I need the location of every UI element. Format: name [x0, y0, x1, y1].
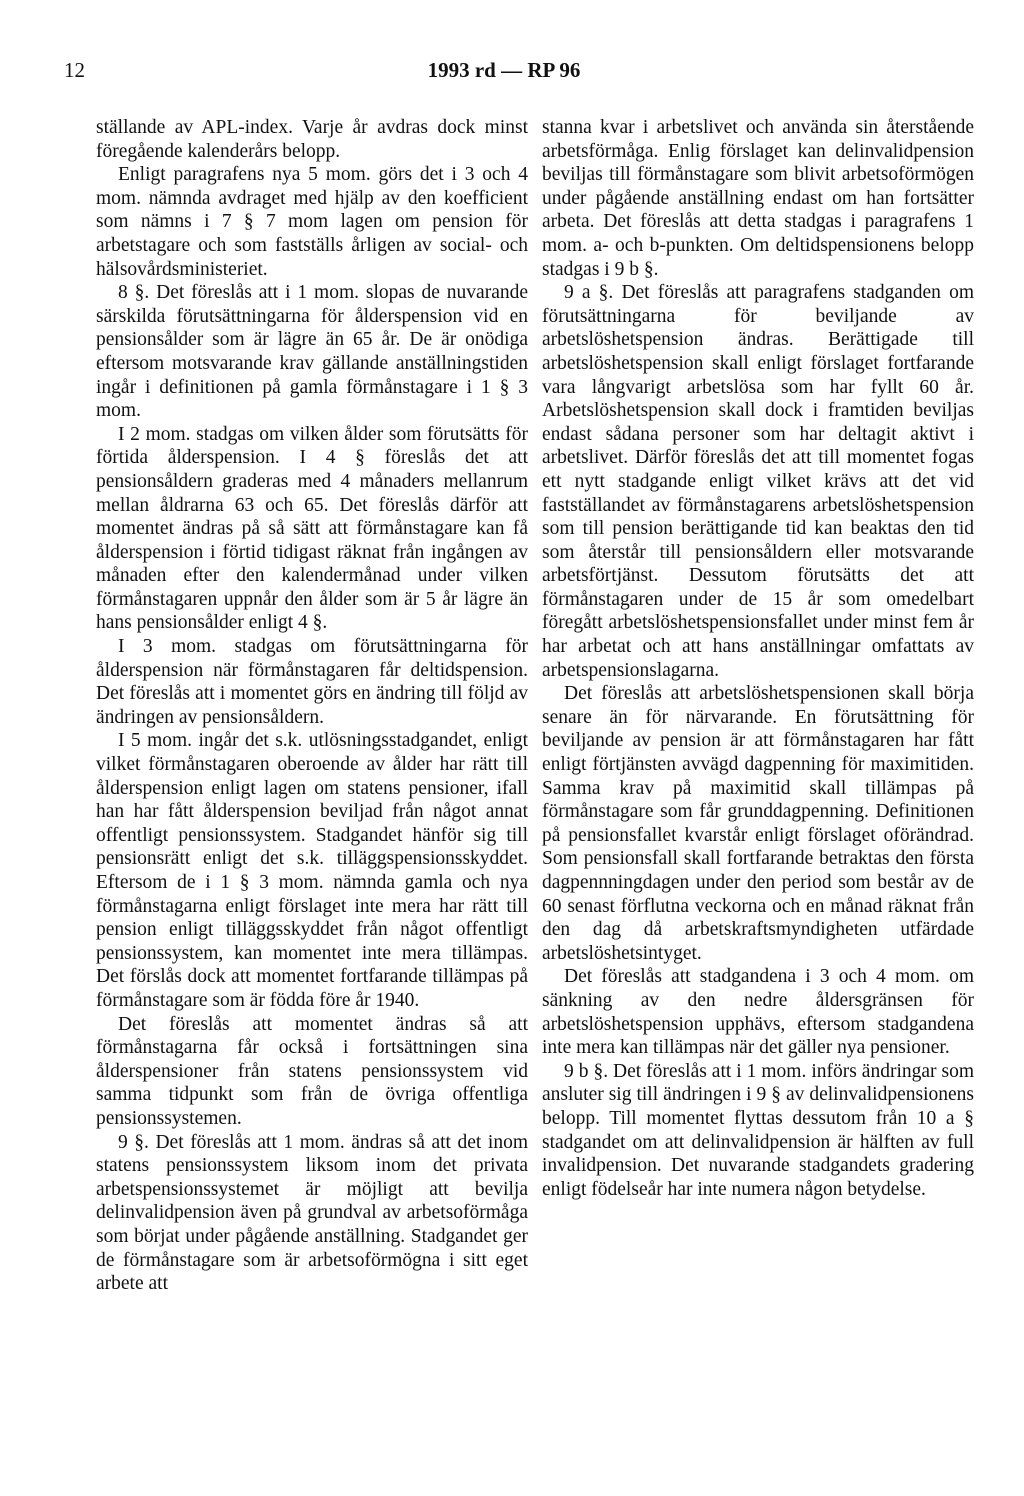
- paragraph: I 2 mom. stadgas om vilken ålder som förutsätts för förtida ålderspension. I 4 § föreslås det att pensionsåldern graderas med 4 månaders mellanrum mellan åldrarna 63 och 65. Det föreslås därför att momentet ändras på så sätt att förmånstagare kan få ålderspension i förtid tidigast räknat från ingången av månaden efter den kalendermånad under vilken förmånstagaren uppnår den ålder som är 5 år lägre än hans pensionsålder enligt 4 §.: [96, 423, 528, 634]
- paragraph: Det föreslås att arbetslöshetspensionen skall börja senare än för närvarande. En förutsättning för beviljande av pension är att förmånstagaren har fått enligt förtjänsten avvägd dagpenning för maximitiden. Samma krav på maximitid skall tillämpas på förmånstagare som får grunddagpenning. Definitionen på pensionsfallet kvarstår enligt förslaget oförändrad. Som pensionsfall skall fortfarande betraktas den första dagpennningdagen under den period som består av de 60 senast förflutna veckorna och en månad räknat från den dag då arbetskraftsmyndigheten utfärdade arbetslöshetsintyget.: [542, 683, 974, 964]
- paragraph: Det föreslås att stadgandena i 3 och 4 mom. om sänkning av den nedre åldersgränsen för arbetslöshetspension upphävs, eftersom stadgandena inte mera kan tillämpas när det gäller nya pensioner.: [542, 966, 974, 1059]
- paragraph: Enligt paragrafens nya 5 mom. görs det i 3 och 4 mom. nämnda avdraget med hjälp av den koefficient som nämns i 7 § 7 mom lagen om pension för arbetstagare och som fastställs årligen av social- och hälsovårdsministeriet.: [96, 164, 528, 280]
- paragraph: 8 §. Det föreslås att i 1 mom. slopas de nuvarande särskilda förutsättningarna för ålderspension vid en pensionsålder som är lägre än 65 år. De är onödiga eftersom motsvarande krav gällande anställningstiden ingår i definitionen på gamla förmånstagare i 1 § 3 mom.: [96, 282, 528, 422]
- paragraph: ställande av APL-index. Varje år avdras dock minst föregående kalenderårs belopp.: [96, 117, 528, 162]
- page-header: [64, 58, 944, 92]
- paragraph: 9 §. Det föreslås att 1 mom. ändras så att det inom statens pensionssystem liksom inom det privata arbetspensionssystemet är möjligt att bevilja delinvalidpension även på grundval av arbetsoförmåga som börjat under pågående anställning. Stadgandet ger de förmånstagare som är arbetsoförmögna i sitt eget arbete att: [96, 1131, 528, 1295]
- paragraph: Det föreslås att momentet ändras så att förmånstagarna får också i fortsättningen sina ålderspensioner från statens pensionssystem vid samma tidpunkt som från de övriga offentliga pensionssystemen.: [96, 1013, 528, 1129]
- running-head: 1993 rd — RP 96: [427, 58, 581, 82]
- right-column: [542, 116, 974, 1201]
- paragraph: 9 b §. Det föreslås att i 1 mom. införs ändringar som ansluter sig till ändringen i 9 § av delinvalidpensionens belopp. Till momentet flyttas dessutom från 10 a § stadgandet om att delinvalidpension är hälften av full invalidpension. Det nuvarande stadgandets gradering enligt födelseår har inte numera någon betydelse.: [542, 1060, 974, 1200]
- paragraph: 9 a §. Det föreslås att paragrafens stadganden om förutsättningarna för beviljande av arbetslöshetspension ändras. Berättigade till arbetslöshetspension skall enligt förslaget fortfarande vara långvarigt arbetslösa som har fyllt 60 år. Arbetslöshetspension skall dock i framtiden beviljas endast sådana personer som har deltagit aktivt i arbetslivet. Därför föreslås det att till momentet fogas ett nytt stadgande enligt vilket krävs att det vid fastställandet av förmånstagarens arbetslöshetspension som till pension berättigande tid kan beaktas den tid som återstår till pensionsåldern eller motsvarande arbetsförtjänst. Dessutom förutsätts det att förmånstagaren under de 15 år som omedelbart föregått arbetslöshetspensionsfallet under minst fem år har arbetat och att hans anställningar omfattats av arbetspensionslagarna.: [542, 282, 974, 681]
- paragraph: I 3 mom. stadgas om förutsättningarna för ålderspension när förmånstagaren får deltidspension. Det föreslås att i momentet görs en ändring till följd av ändringen av pensionsåldern.: [96, 636, 528, 728]
- page-number: 12: [64, 58, 85, 82]
- left-column: [96, 116, 528, 1296]
- paragraph: stanna kvar i arbetslivet och använda sin återstående arbetsförmåga. Enlig förslaget kan delinvalidpension beviljas till förmånstagare som blivit arbetsoförmögen under pågående anställning endast om han fortsätter arbeta. Det föreslås att detta stadgas i paragrafens 1 mom. a- och b-punkten. Om deltidspensionens belopp stadgas i 9 b §.: [542, 117, 974, 280]
- paragraph: I 5 mom. ingår det s.k. utlösningsstadgandet, enligt vilket förmånstagaren oberoende av ålder har rätt till ålderspension enligt lagen om statens pensioner, ifall han har fått ålderspension beviljad från något annat offentligt pensionssystem. Stadgandet hänför sig till pensionsrätt enligt det s.k. tilläggspensionsskyddet. Eftersom de i 1 § 3 mom. nämnda gamla och nya förmånstagarna enligt förslaget inte mera har rätt till pension enligt tilläggsskyddet från något offentligt pensionssystem, kan momentet inte mera tillämpas. Det förslås dock att momentet fortfarande tillämpas på förmånstagare som är födda före år 1940.: [96, 730, 528, 1011]
